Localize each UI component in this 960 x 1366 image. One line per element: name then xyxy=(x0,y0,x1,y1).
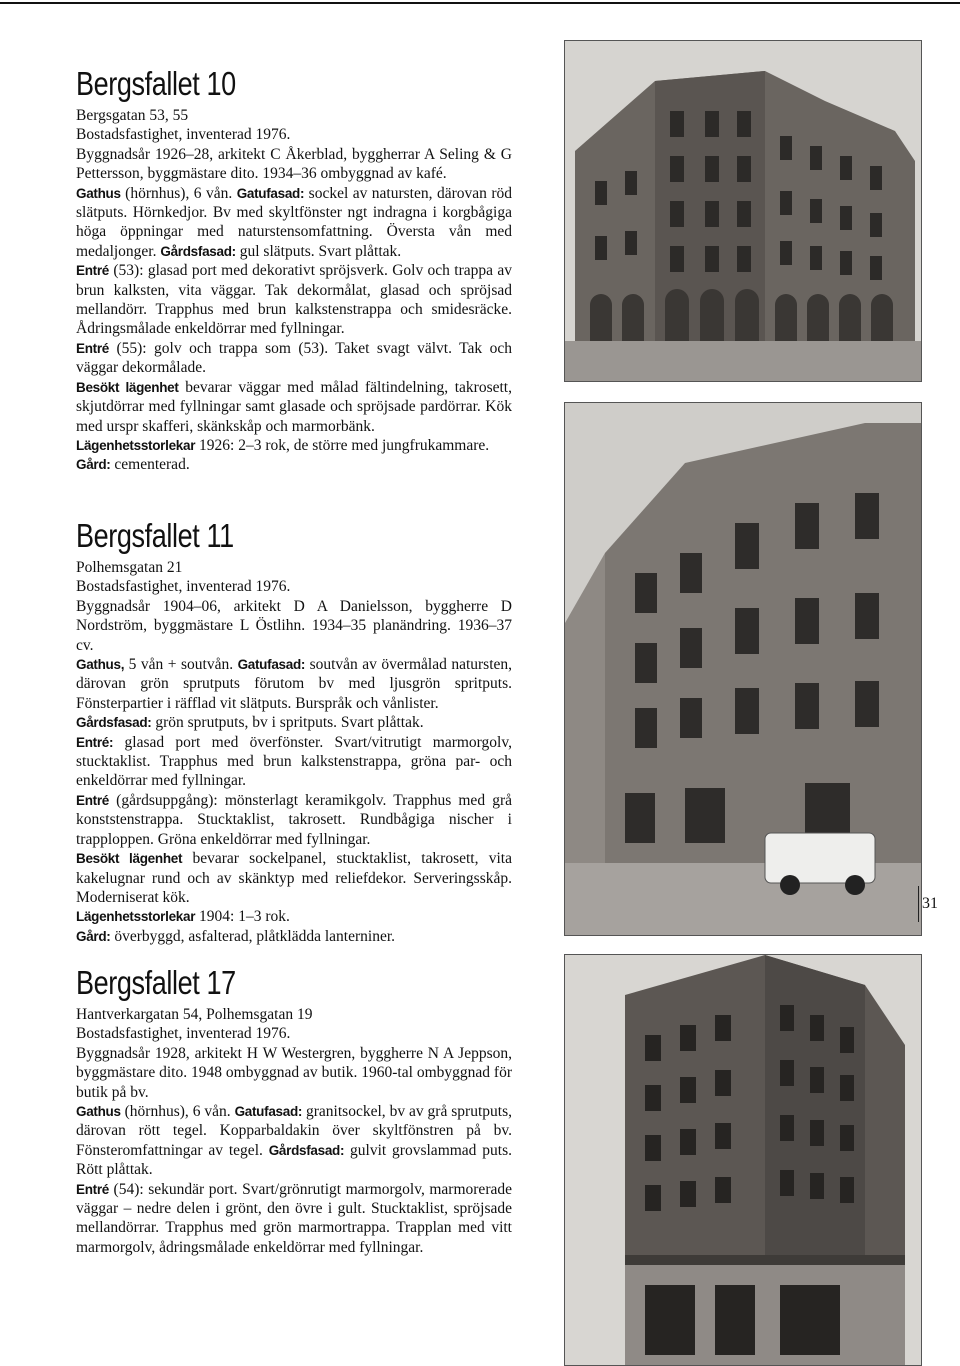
field-label: Entré xyxy=(76,792,110,808)
field-label: Entré xyxy=(76,340,110,356)
field-label: Entré xyxy=(76,1181,110,1197)
entry-paragraph xyxy=(76,927,512,946)
field-label: Besökt lägenhet xyxy=(76,851,183,867)
field-label: Gathus xyxy=(76,1104,121,1120)
entry-paragraph xyxy=(76,145,512,184)
field-text: cementerad. xyxy=(110,456,190,474)
entry-paragraph xyxy=(76,1180,512,1258)
field-label: Gårdsfasad: xyxy=(76,715,152,731)
entry-paragraph xyxy=(76,378,512,436)
field-label: Gårdsfasad: xyxy=(268,1142,345,1158)
entry-paragraph xyxy=(76,558,512,577)
field-text: (54): sekundär port. Svart/grönrutigt marmorgolv, marmorerade väggar – nedre delen i grönt, den övre i gult. Stucktaklist, spröjsade mellandörrar. Trapphus med grön marmortrappa. Trapplan med vitt marmorgolv, ådringsmålade enkeldörrar med fyllningar. xyxy=(76,1180,512,1256)
entry-paragraph xyxy=(76,577,512,596)
entry-body xyxy=(76,1005,512,1257)
entry-paragraph xyxy=(76,849,512,907)
entry-title: Bergsfallet 17 xyxy=(76,964,236,1001)
field-text: 1926: 2–3 rok, de större med jungfrukammare. xyxy=(195,436,490,454)
field-label: Entré xyxy=(76,263,110,279)
entry-paragraph xyxy=(76,791,512,849)
photo-bergsfallet-17 xyxy=(564,954,922,1366)
entry-paragraph xyxy=(76,1024,512,1043)
entry-paragraph xyxy=(76,455,512,474)
entry-paragraph xyxy=(76,1044,512,1102)
field-label: Lägenhetsstorlekar xyxy=(76,437,196,453)
field-text: Bostadsfastighet, inventerad 1976. xyxy=(76,126,291,144)
field-text: 1904: 1–3 rok. xyxy=(195,908,290,926)
top-rule xyxy=(0,2,960,4)
field-text: (hörnhus), 6 vån. xyxy=(120,1103,235,1121)
field-text: Hantverkargatan 54, Polhemsgatan 19 xyxy=(76,1006,313,1023)
entry-paragraph xyxy=(76,597,512,655)
entry-bergsfallet-17 xyxy=(76,965,512,1257)
field-text: grön sprutputs, bv i spritputs. Svart plåttak. xyxy=(151,714,424,732)
field-label: Lägenhetsstorlekar xyxy=(76,909,196,925)
field-label: Gatufasad: xyxy=(234,1104,303,1120)
field-label: Entré: xyxy=(76,734,114,750)
photo-bergsfallet-10 xyxy=(564,40,922,382)
entry-bergsfallet-10 xyxy=(76,66,512,475)
field-label: Gatufasad: xyxy=(237,657,306,673)
entry-body xyxy=(76,558,512,946)
entry-body xyxy=(76,106,512,475)
page-number: 31 xyxy=(918,886,938,922)
entry-paragraph xyxy=(76,106,512,125)
entry-paragraph xyxy=(76,733,512,791)
entry-paragraph xyxy=(76,655,512,713)
field-text: sockel av natursten, därovan röd slätputs. Hörnkedjor. Bv med skyltfönster ngt indragna i korgbågiga höga öppningar med naturstensomfattning. Översta vån med medaljonger. xyxy=(76,184,512,260)
field-text: (hörnhus), 6 vån. xyxy=(120,184,237,202)
field-label: Gård: xyxy=(76,928,111,944)
field-text: (55): golv och trappa som (53). Taket svagt välvt. Tak och väggar dekormålade. xyxy=(76,339,512,377)
entry-paragraph xyxy=(76,184,512,262)
field-text: 5 vån + soutvån. xyxy=(124,656,238,674)
field-text: Byggnadsår 1926–28, arkitekt C Åkerblad, byggherrar A Seling & G Pettersson, byggmästare dito. 1934–36 ombyggnad av kafé. xyxy=(76,145,512,183)
field-label: Gatufasad: xyxy=(236,185,305,201)
field-text: gul slätputs. Svart plåttak. xyxy=(235,242,402,260)
entry-paragraph xyxy=(76,339,512,378)
field-text: Byggnadsår 1904–06, arkitekt D A Danielsson, byggherre D Nordström, byggmästare L Östlihn. 1934–35 planändring. 1936–37 cv. xyxy=(76,597,512,654)
entry-bergsfallet-11 xyxy=(76,518,512,946)
field-text: bevarar väggar med målad fältindelning, takrosett, skjutdörrar med fyllningar samt glasade och spröjsade pardörrar. Kök med urspr skafferi, skänkskåp och marmorbänk. xyxy=(76,378,512,435)
entry-paragraph xyxy=(76,436,512,455)
entry-title: Bergsfallet 11 xyxy=(76,517,234,554)
field-label: Gathus xyxy=(76,185,121,201)
field-label: Gård: xyxy=(76,457,111,473)
field-text: soutvån av övermålad natursten, därovan grön sprutputs förutom bv med ljusgrön spritputs. Fönsterpartier i räfflad vit slätputs. Burspråk och vånlister. xyxy=(76,656,513,712)
field-text: granitsockel, bv av grå sprutputs, därovan rött tegel. Kopparbaldakin över skyltfönstren på bv. Fönsteromfattningar av tegel. xyxy=(76,1103,512,1159)
field-text: glasad port med överfönster. Svart/vitrutigt marmorgolv, stucktaklist. Trapphus med brun kalkstenstrappa, gröna par- och enkeldörrar med fyllningar. xyxy=(76,733,512,790)
photo-bergsfallet-11 xyxy=(564,402,922,936)
field-text: överbyggd, asfalterad, plåtklädda lanterniner. xyxy=(110,927,396,945)
field-label: Gathus, xyxy=(76,657,125,673)
entry-title: Bergsfallet 10 xyxy=(76,65,236,102)
entry-paragraph xyxy=(76,713,512,732)
entry-paragraph xyxy=(76,1102,512,1180)
field-text: (53): glasad port med dekorativt spröjsverk. Golv och trappa av brun kalksten, vita väggar. Tak dekormålat, glasad och spröjsad mellandörr. Trapphus med brun kalkstenstrappa och smidesräcke. Ådringsmålade enkeldörrar med fyllningar. xyxy=(76,262,512,338)
field-text: Bostadsfastighet, inventerad 1976. xyxy=(76,578,291,596)
entry-paragraph xyxy=(76,1005,512,1024)
field-label: Besökt lägenhet xyxy=(76,379,179,395)
field-text: (gårdsuppgång): mönsterlagt keramikgolv. Trapphus med grå konststenstrappa. Stucktaklist, takrosett. Rundbågiga nischer i trapploppen. Gröna enkeldörrar med fyllningar. xyxy=(76,791,512,848)
field-text: Bergsgatan 53, 55 xyxy=(76,107,189,124)
field-text: bevarar sockelpanel, stucktaklist, takrosett, vita kakelugnar rund och av skänktyp med reliefdekor. Serveringsskåp. Moderniserat kök. xyxy=(76,850,512,906)
entry-paragraph xyxy=(76,907,512,926)
entry-paragraph xyxy=(76,261,512,339)
entry-paragraph xyxy=(76,125,512,144)
field-text: gulvit grovslammad puts. Rött plåttak. xyxy=(76,1141,512,1179)
field-label: Gårdsfasad: xyxy=(160,243,236,259)
field-text: Byggnadsår 1928, arkitekt H W Westergren, byggherre N A Jeppson, byggmästare dito. 1948 ombyggnad av butik. 1960-tal ombyggnad för butik på bv. xyxy=(76,1044,512,1101)
field-text: Polhemsgatan 21 xyxy=(76,559,183,576)
field-text: Bostadsfastighet, inventerad 1976. xyxy=(76,1025,291,1043)
